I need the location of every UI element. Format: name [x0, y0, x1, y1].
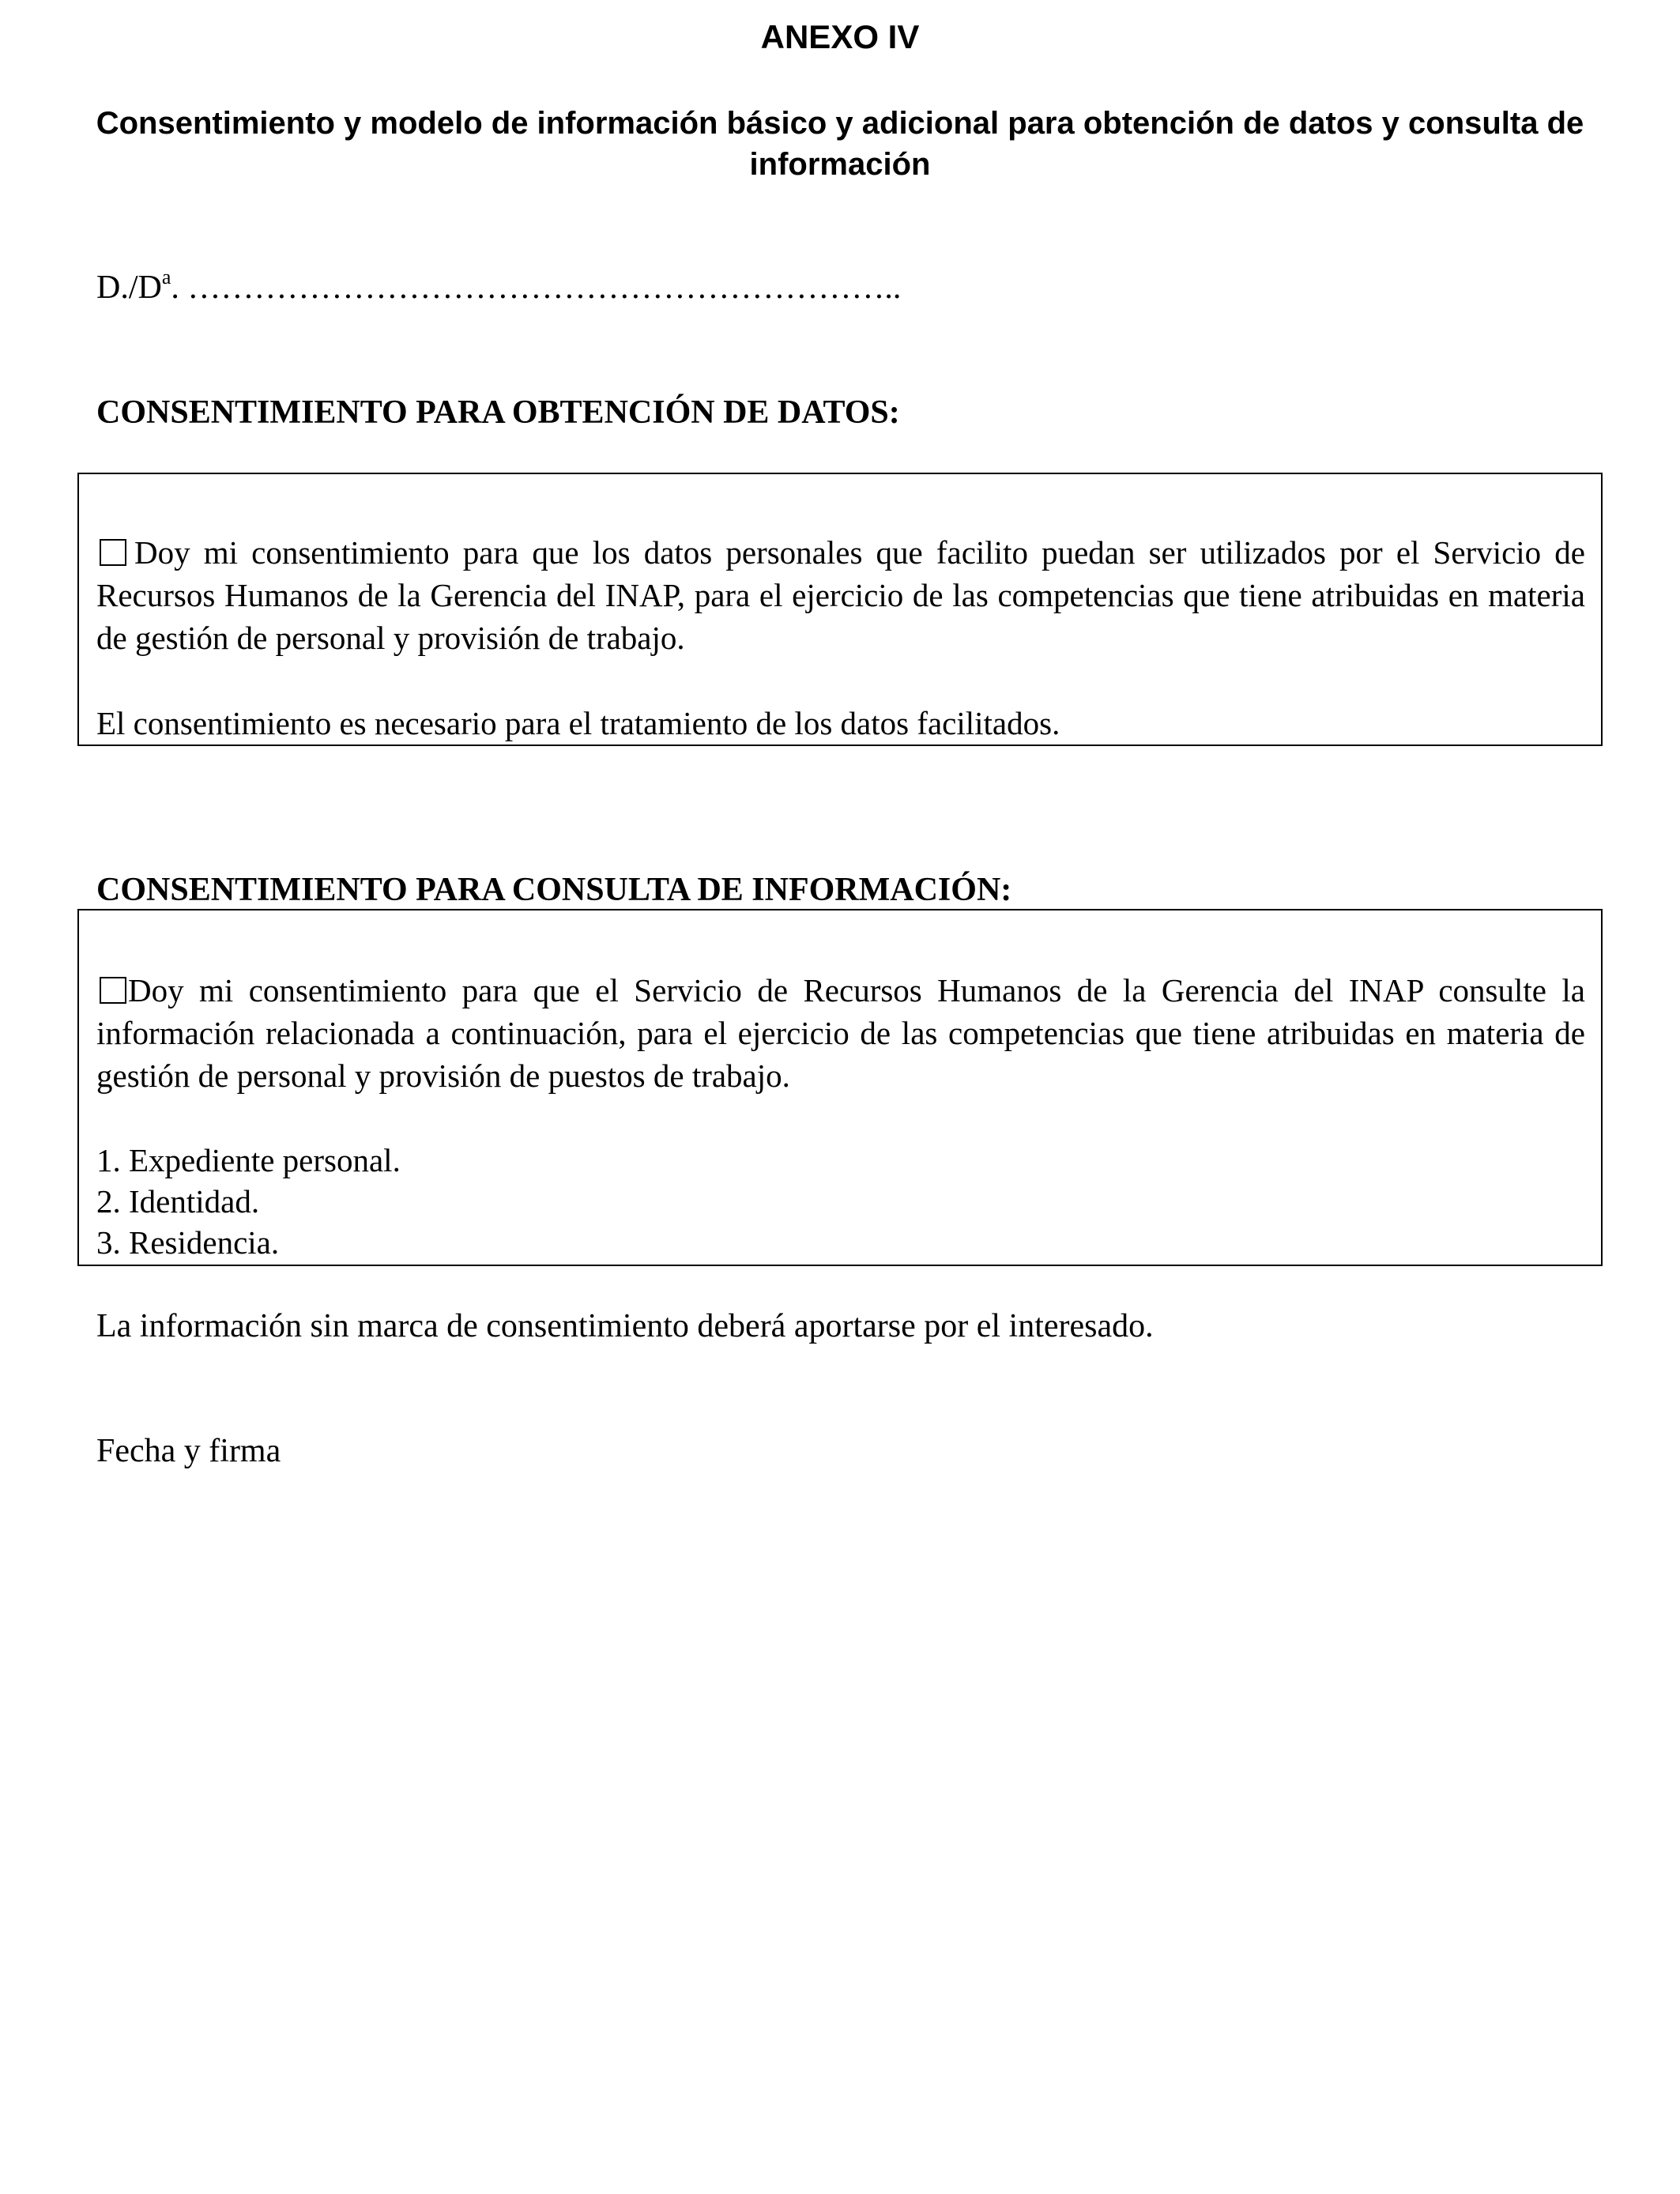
list-item: 1. Expediente personal. [96, 1142, 401, 1178]
applicant-superscript: a [161, 266, 171, 288]
annex-title: ANEXO IV [760, 18, 920, 55]
info-consent-checkbox[interactable] [100, 977, 126, 1004]
info-consent-heading: CONSENTIMIENTO PARA CONSULTA DE INFORMACIÓN: [96, 872, 1012, 908]
info-consent-paragraph [96, 969, 1585, 1097]
data-consent-note: El consentimiento es necesario para el tratamiento de los datos facilitados. [96, 705, 1060, 741]
applicant-name-line [96, 267, 901, 308]
date-signature-label: Fecha y firma [96, 1433, 281, 1469]
missing-consent-notice: La información sin marca de consentimiento deberá aportarse por el interesado. [96, 1308, 1154, 1344]
document-title: Consentimiento y modelo de información básico y adicional para obtención de datos y consulta de información [96, 106, 1584, 182]
data-consent-heading: CONSENTIMIENTO PARA OBTENCIÓN DE DATOS: [96, 394, 900, 431]
info-consent-box [77, 909, 1603, 1266]
applicant-name-blank[interactable]: . ……………………………………………………….. [171, 270, 902, 306]
data-consent-checkbox[interactable] [100, 539, 126, 566]
data-consent-paragraph [96, 531, 1585, 659]
data-consent-box [77, 473, 1603, 746]
list-item: 2. Identidad. [96, 1183, 260, 1220]
info-items-list [96, 1140, 1585, 1263]
applicant-prefix: D./D [96, 270, 162, 306]
list-item: 3. Residencia. [96, 1224, 280, 1261]
info-consent-text: Doy mi consentimiento para que el Servicio de Recursos Humanos de la Gerencia del INAP consulte la información relacionada a continuación, para el ejercicio de las competencias que tiene atribuidas en materia de gestión de personal y provisión de puestos de trabajo. [96, 972, 1585, 1094]
data-consent-text: Doy mi consentimiento para que los datos personales que facilito puedan ser utilizados por el Servicio de Recursos Humanos de la Gerencia del INAP, para el ejercicio de las competencias que tiene atribuidas en materia de gestión de personal y provisión de trabajo. [96, 534, 1585, 656]
